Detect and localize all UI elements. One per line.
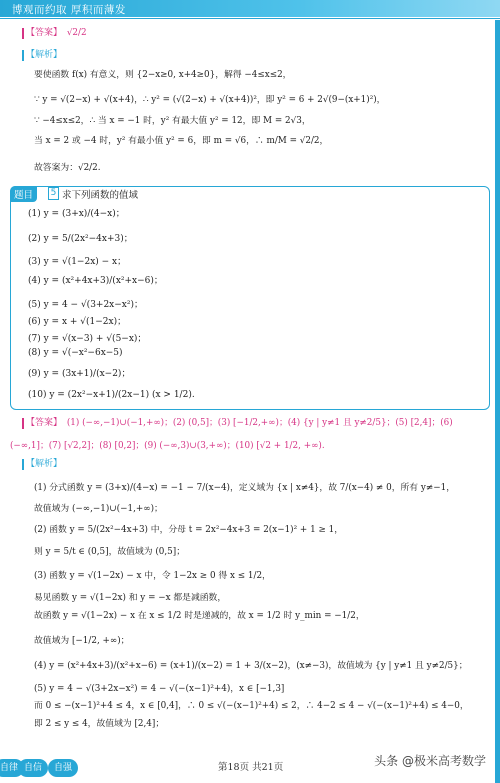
question-item-3: (3) y = √(1−2x) − x； bbox=[28, 257, 127, 267]
prev-line-2: ∵ y = √(2−x) + √(x+4)，∴ y² = (√(2−x) + √(x+4))²，即 y² = 6 + 2√(9−(x+1)²)， bbox=[34, 95, 386, 105]
analysis-line-3: (2) 函数 y = 5/(2x²−4x+3) 中，分母 t = 2x²−4x+3 = 2(x−1)² + 1 ≥ 1， bbox=[34, 525, 344, 535]
footer-pill-1: 自律 bbox=[0, 759, 24, 777]
question-item-10: (10) y = (2x²−x+1)/(2x−1) (x > 1/2). bbox=[28, 390, 195, 400]
prev-analysis-tag-row bbox=[22, 50, 64, 61]
analysis-line-12: 即 2 ≤ y ≤ 4，故值域为 [2,4]； bbox=[34, 719, 165, 729]
prev-answer-row bbox=[22, 28, 87, 39]
analysis-line-10: (5) y = 4 − √(3+2x−x²) = 4 − √(−(x−1)²+4)，x ∈ [−1,3] bbox=[34, 684, 285, 694]
footer-pill-3: 自强 bbox=[48, 759, 78, 777]
question-item-2: (2) y = 5/(2x²−4x+3)； bbox=[28, 234, 133, 244]
question-item-1: (1) y = (3+x)/(4−x)； bbox=[28, 209, 125, 219]
answer-tag: 【答案】 bbox=[22, 418, 64, 429]
page-number: 第18页 共21页 bbox=[218, 762, 284, 773]
header-title: 博观而约取 厚积而薄发 bbox=[12, 4, 126, 16]
question-title: 求下列函数的值域 bbox=[62, 190, 139, 201]
analysis-tag: 【解析】 bbox=[22, 459, 64, 470]
question-item-9: (9) y = (3x+1)/(x−2)； bbox=[28, 369, 131, 379]
page-header bbox=[0, 0, 500, 20]
analysis-line-7: 故函数 y = √(1−2x) − x 在 x ≤ 1/2 时是递减的，故 x = 1/2 时 y_min = −1/2， bbox=[34, 611, 365, 621]
analysis-line-1: (1) 分式函数 y = (3+x)/(4−x) = −1 − 7/(x−4)，定义域为 {x | x≠4}，故 7/(x−4) ≠ 0，所有 y≠−1， bbox=[34, 483, 455, 493]
analysis-line-11: 而 0 ≤ −(x−1)²+4 ≤ 4，x ∈ [0,4]，∴ 0 ≤ √(−(x−1)²+4) ≤ 2，∴ 4−2 ≤ 4 − √(−(x−1)²+4) ≤ 4−0， bbox=[34, 701, 469, 711]
analysis-tag-row bbox=[22, 459, 64, 470]
question-item-7: (7) y = √(x−3) + √(5−x)； bbox=[28, 334, 147, 344]
prev-line-5: 故答案为：√2/2. bbox=[34, 163, 101, 173]
answer-line-1: (1) (−∞,−1)∪(−1,+∞)；(2) (0,5]；(3) [−1/2,+∞)；(4) {y | y≠1 且 y≠2/5}；(5) [2,4]；(6) bbox=[66, 418, 453, 428]
watermark: 头条 @极米高考数学 bbox=[374, 754, 486, 768]
prev-line-3: ∵ −4≤x≤2，∴ 当 x = −1 时，y² 有最大值 y² = 12，即 M = 2√3， bbox=[34, 116, 311, 126]
prev-answer-tag: 【答案】 bbox=[22, 28, 64, 39]
side-accent-bar bbox=[495, 20, 500, 783]
analysis-line-6: 易见函数 y = √(1−2x) 和 y = −x 都是减函数， bbox=[34, 593, 227, 603]
prev-line-1: 要使函数 f(x) 有意义，则 {2−x≥0, x+4≥0}，解得 −4≤x≤2， bbox=[34, 70, 292, 80]
question-label: 题目 bbox=[10, 186, 37, 202]
analysis-line-2: 故值域为 (−∞,−1)∪(−1,+∞)； bbox=[34, 504, 163, 514]
question-item-4: (4) y = (x²+4x+3)/(x²+x−6)； bbox=[28, 276, 163, 286]
question-item-6: (6) y = x + √(1−2x)； bbox=[28, 317, 127, 327]
question-item-5: (5) y = 4 − √(3+2x−x²)； bbox=[28, 300, 143, 310]
analysis-line-5: (3) 函数 y = √(1−2x) − x 中，令 1−2x ≥ 0 得 x ≤ 1/2， bbox=[34, 571, 271, 581]
analysis-line-9: (4) y = (x²+4x+3)/(x²+x−6) = (x+1)/(x−2) = 1 + 3/(x−2)，(x≠−3)，故值域为 {y | y≠1 且 y≠2/5}； bbox=[34, 661, 468, 671]
prev-line-4: 当 x = 2 或 −4 时，y² 有最小值 y² = 6，即 m = √6，∴ m/M = √2/2， bbox=[34, 136, 329, 146]
question-number: 5 bbox=[48, 187, 59, 200]
footer-pill-2: 自信 bbox=[18, 759, 48, 777]
question-item-8: (8) y = √(−x²−6x−5) bbox=[28, 348, 123, 358]
prev-answer-value: √2/2 bbox=[66, 28, 87, 38]
prev-analysis-tag: 【解析】 bbox=[22, 50, 64, 61]
answer-row-1 bbox=[22, 415, 453, 429]
header-divider bbox=[0, 18, 500, 19]
answer-line-2: (−∞,1]；(7) [√2,2]；(8) [0,2]；(9) (−∞,3)∪(3,+∞)；(10) [√2 + 1/2, +∞). bbox=[10, 441, 325, 451]
analysis-line-8: 故值域为 [−1/2, +∞)； bbox=[34, 636, 130, 646]
analysis-line-4: 则 y = 5/t ∈ (0,5]，故值域为 (0,5]； bbox=[34, 547, 186, 557]
